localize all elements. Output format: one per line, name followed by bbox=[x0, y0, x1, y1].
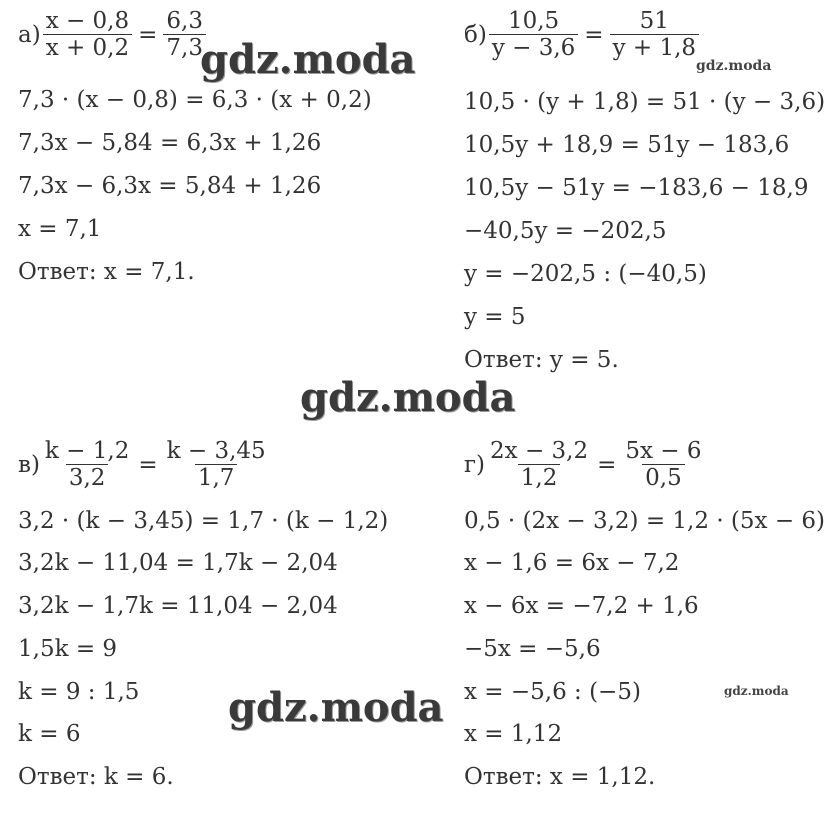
problem-b-step-4: −40,5y = −202,5 bbox=[464, 218, 667, 244]
fraction-denominator: 0,5 bbox=[642, 464, 685, 491]
problem-a-equation bbox=[18, 8, 206, 61]
watermark: gdz.moda bbox=[200, 36, 416, 83]
problem-d-equation bbox=[464, 438, 705, 491]
fraction-denominator: y + 1,8 bbox=[610, 34, 699, 61]
watermark: gdz.moda bbox=[696, 58, 772, 74]
problem-d-label: г) bbox=[464, 451, 486, 478]
problem-c-left-fraction bbox=[42, 438, 132, 491]
problem-a-label: а) bbox=[18, 21, 41, 48]
problem-c-step-4: 1,5k = 9 bbox=[18, 636, 118, 662]
problem-c-right-fraction bbox=[164, 438, 269, 491]
problem-c-label: в) bbox=[18, 451, 40, 478]
problem-d-step-4: −5x = −5,6 bbox=[464, 636, 601, 662]
fraction-numerator: 10,5 bbox=[507, 8, 560, 34]
fraction-denominator: 1,7 bbox=[195, 464, 238, 491]
fraction-numerator: 51 bbox=[639, 8, 669, 34]
fraction-numerator: k − 1,2 bbox=[44, 438, 130, 464]
problem-b-step-5: y = −202,5 : (−40,5) bbox=[464, 261, 707, 287]
problem-b-left-fraction bbox=[489, 8, 578, 61]
fraction-numerator: 2x − 3,2 bbox=[490, 438, 589, 464]
problem-c-step-2: 3,2k − 11,04 = 1,7k − 2,04 bbox=[18, 550, 338, 576]
problem-d-left-fraction bbox=[487, 438, 591, 491]
problem-d-step-5: x = −5,6 : (−5) bbox=[464, 679, 641, 705]
problem-b-step-6: y = 5 bbox=[464, 304, 526, 330]
problem-a-step-1: 7,3 · (x − 0,8) = 6,3 · (x + 0,2) bbox=[18, 87, 372, 113]
fraction-numerator: k − 3,45 bbox=[166, 438, 266, 464]
fraction-numerator: 5x − 6 bbox=[625, 438, 702, 464]
problem-d-step-6: x = 1,12 bbox=[464, 721, 563, 747]
problem-c-step-5: k = 9 : 1,5 bbox=[18, 679, 140, 705]
fraction-denominator: y − 3,6 bbox=[489, 34, 578, 61]
equals-sign: = bbox=[138, 451, 158, 478]
problem-c-step-6: k = 6 bbox=[18, 721, 81, 747]
problem-c-step-3: 3,2k − 1,7k = 11,04 − 2,04 bbox=[18, 593, 338, 619]
problem-d-answer: Ответ: x = 1,12. bbox=[464, 764, 656, 790]
fraction-denominator: 3,2 bbox=[66, 464, 109, 491]
problem-d-step-1: 0,5 · (2x − 3,2) = 1,2 · (5x − 6) bbox=[464, 508, 826, 534]
problem-d-step-2: x − 1,6 = 6x − 7,2 bbox=[464, 550, 680, 576]
problem-c-answer: Ответ: k = 6. bbox=[18, 764, 174, 790]
watermark: gdz.moda bbox=[300, 374, 516, 421]
problem-b-equation bbox=[464, 8, 699, 61]
problem-b-label: б) bbox=[464, 21, 487, 48]
problem-a-left-fraction bbox=[43, 8, 132, 61]
problem-d-right-fraction bbox=[622, 438, 704, 491]
equals-sign: = bbox=[584, 21, 604, 48]
equals-sign: = bbox=[597, 451, 617, 478]
problem-b-step-2: 10,5y + 18,9 = 51y − 183,6 bbox=[464, 132, 790, 158]
fraction-denominator: 1,2 bbox=[518, 464, 561, 491]
fraction-denominator: 7,3 bbox=[163, 34, 206, 61]
equals-sign: = bbox=[138, 21, 158, 48]
watermark: gdz.moda bbox=[724, 684, 789, 698]
problem-b-right-fraction bbox=[610, 8, 699, 61]
fraction-numerator: 6,3 bbox=[166, 8, 203, 34]
problem-a-step-3: 7,3x − 6,3x = 5,84 + 1,26 bbox=[18, 173, 322, 199]
fraction-numerator: x − 0,8 bbox=[45, 8, 130, 34]
watermark: gdz.moda bbox=[228, 684, 444, 731]
problem-b-step-1: 10,5 · (y + 1,8) = 51 · (y − 3,6) bbox=[464, 89, 826, 115]
problem-b-step-3: 10,5y − 51y = −183,6 − 18,9 bbox=[464, 175, 809, 201]
problem-c-step-1: 3,2 · (k − 3,45) = 1,7 · (k − 1,2) bbox=[18, 508, 389, 534]
problem-d-step-3: x − 6x = −7,2 + 1,6 bbox=[464, 593, 699, 619]
problem-a-step-2: 7,3x − 5,84 = 6,3x + 1,26 bbox=[18, 130, 322, 156]
problem-a-answer: Ответ: x = 7,1. bbox=[18, 259, 195, 285]
fraction-denominator: x + 0,2 bbox=[43, 34, 132, 61]
problem-c-equation bbox=[18, 438, 269, 491]
problem-a-step-4: x = 7,1 bbox=[18, 216, 102, 242]
problem-b-answer: Ответ: y = 5. bbox=[464, 347, 619, 373]
